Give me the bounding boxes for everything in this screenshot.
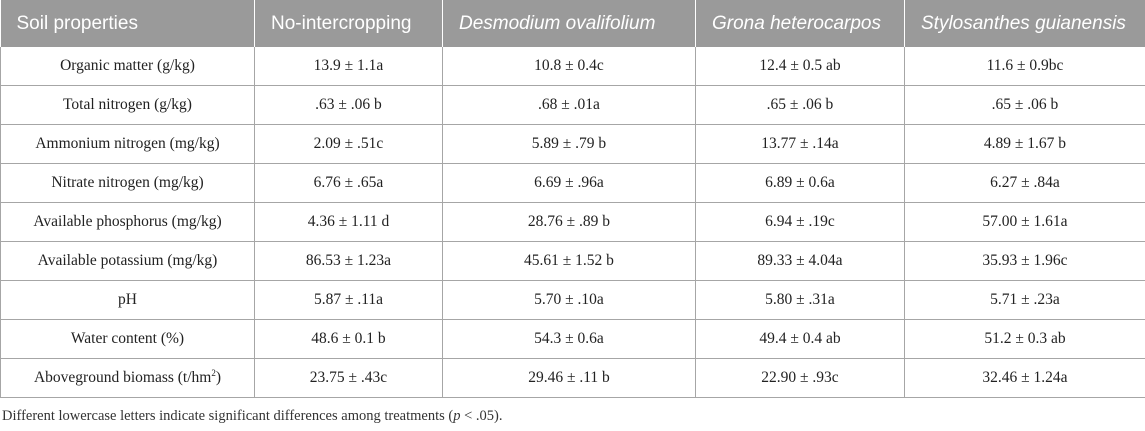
table-row [1,242,1145,281]
value-cell: 5.70 ± .10a [443,281,696,320]
row-property-cell [1,320,255,359]
row-property-label: Ammonium nitrogen (mg/kg) [35,135,220,152]
value-cell: 28.76 ± .89 b [443,203,696,242]
value-cell: 5.87 ± .11a [255,281,443,320]
table-row [1,281,1145,320]
value-cell: 45.61 ± 1.52 b [443,242,696,281]
value-cell: 5.89 ± .79 b [443,125,696,164]
table-row [1,86,1145,125]
value-cell: 29.46 ± .11 b [443,359,696,398]
row-property-label: Available phosphorus (mg/kg) [33,213,222,230]
row-property-cell [1,281,255,320]
value-cell: 4.36 ± 1.11 d [255,203,443,242]
row-property-label: Water content (%) [70,330,185,347]
value-cell: .65 ± .06 b [905,86,1145,125]
table-header [1,0,1145,47]
row-property-label: Aboveground biomass (t/hm [33,369,212,386]
value-cell: 23.75 ± .43c [255,359,443,398]
value-cell: 57.00 ± 1.61a [905,203,1145,242]
table-row [1,359,1145,398]
value-cell: .68 ± .01a [443,86,696,125]
value-cell: 6.27 ± .84a [905,164,1145,203]
table-row [1,203,1145,242]
value-cell: 5.80 ± .31a [696,281,905,320]
value-cell: 10.8 ± 0.4c [443,47,696,86]
column-header: No-intercropping [255,0,443,47]
footnote-text-after: < .05). [460,408,503,424]
row-property-cell [1,86,255,125]
row-property-cell [1,242,255,281]
value-cell: 86.53 ± 1.23a [255,242,443,281]
row-property-label: Total nitrogen (g/kg) [63,96,192,113]
row-property-cell [1,203,255,242]
table-row [1,47,1145,86]
value-cell: 13.77 ± .14a [696,125,905,164]
value-cell: .65 ± .06 b [696,86,905,125]
value-cell: 5.71 ± .23a [905,281,1145,320]
value-cell: 6.69 ± .96a [443,164,696,203]
value-cell: 49.4 ± 0.4 ab [696,320,905,359]
value-cell: 4.89 ± 1.67 b [905,125,1145,164]
row-property-cell [1,47,255,86]
header-row [1,0,1145,47]
column-header: Stylosanthes guianensis [905,0,1145,47]
value-cell: 89.33 ± 4.04a [696,242,905,281]
row-property-cell [1,164,255,203]
value-cell: 13.9 ± 1.1a [255,47,443,86]
footnote-text-before: Different lowercase letters indicate significant differences among treatments ( [2,408,454,424]
value-cell: 6.89 ± 0.6a [696,164,905,203]
value-cell: 54.3 ± 0.6a [443,320,696,359]
column-header: Desmodium ovalifolium [443,0,696,47]
value-cell: 51.2 ± 0.3 ab [905,320,1145,359]
row-property-label: pH [118,291,137,308]
value-cell: 32.46 ± 1.24a [905,359,1145,398]
table-footnote [2,408,502,425]
value-cell: 6.94 ± .19c [696,203,905,242]
table-row [1,164,1145,203]
value-cell: 2.09 ± .51c [255,125,443,164]
row-property-superscript: 2 [211,367,216,378]
table-body [1,47,1145,398]
table-row [1,125,1145,164]
row-property-label: Organic matter (g/kg) [60,57,195,74]
value-cell: 48.6 ± 0.1 b [255,320,443,359]
row-property-cell [1,125,255,164]
row-property-cell [1,359,255,398]
table-row [1,320,1145,359]
footnote-p-symbol: p [453,408,461,424]
value-cell: 12.4 ± 0.5 ab [696,47,905,86]
column-header: Soil properties [1,0,255,47]
row-property-label: Available potassium (mg/kg) [37,252,218,269]
row-property-suffix: ) [215,369,222,386]
column-header: Grona heterocarpos [696,0,905,47]
value-cell: 6.76 ± .65a [255,164,443,203]
value-cell: 35.93 ± 1.96c [905,242,1145,281]
value-cell: 22.90 ± .93c [696,359,905,398]
value-cell: .63 ± .06 b [255,86,443,125]
row-property-label: Nitrate nitrogen (mg/kg) [51,174,204,191]
value-cell: 11.6 ± 0.9bc [905,47,1145,86]
